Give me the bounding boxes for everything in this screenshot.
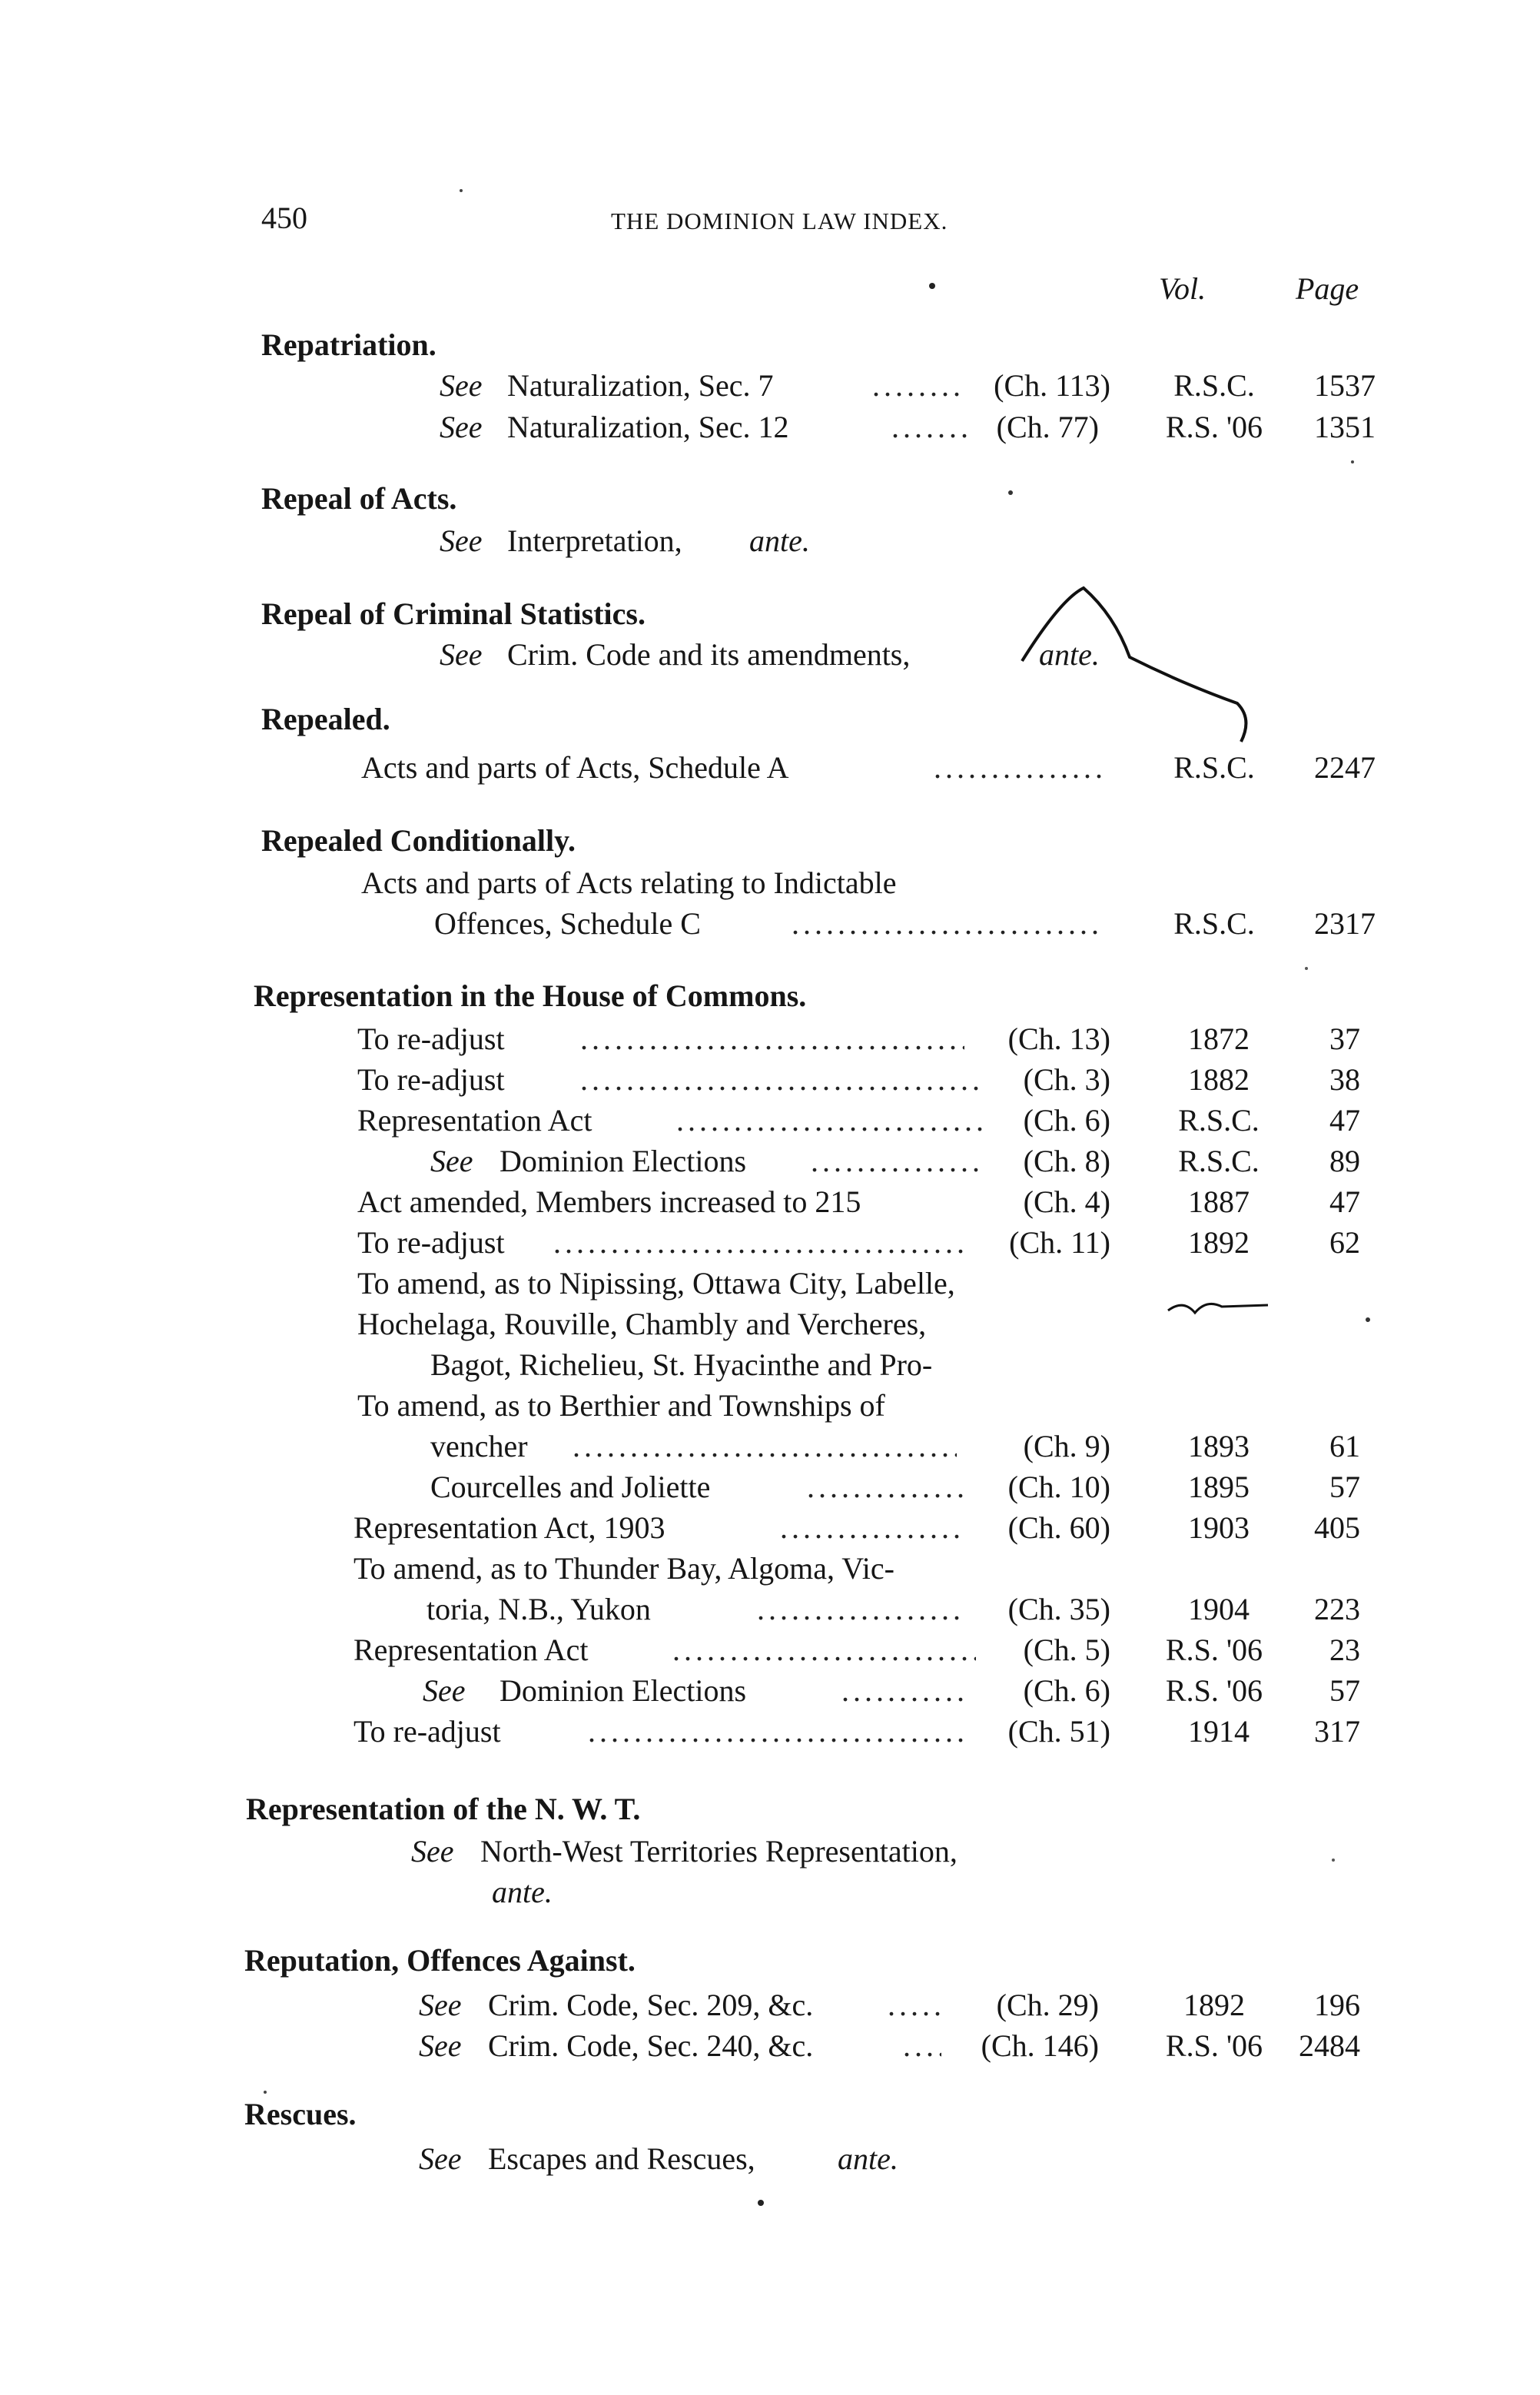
- volume: 1903: [1188, 1510, 1250, 1545]
- entry-text: vencher: [430, 1429, 528, 1463]
- column-heading-vol: Vol.: [1159, 271, 1206, 306]
- entry-text: Naturalization, Sec. 12: [507, 410, 789, 444]
- entry-text: Dominion Elections: [500, 1144, 747, 1178]
- chapter-ref: (Ch. 29): [996, 1988, 1099, 2022]
- volume: 1914: [1188, 1714, 1250, 1749]
- entry-text: Acts and parts of Acts, Schedule A: [361, 750, 789, 785]
- page-ref: 57: [1329, 1673, 1360, 1708]
- page-ref: 223: [1314, 1592, 1360, 1626]
- page-ref: 61: [1329, 1429, 1360, 1463]
- entry-text: Representation Act: [357, 1103, 592, 1138]
- chapter-ref: (Ch. 5): [1023, 1633, 1110, 1667]
- entry-text: Dominion Elections: [500, 1673, 747, 1708]
- volume: 1882: [1188, 1062, 1250, 1097]
- speck: [1351, 460, 1354, 463]
- see-label: See: [419, 1988, 462, 2022]
- see-label: See: [440, 523, 483, 558]
- chapter-ref: (Ch. 6): [1023, 1673, 1110, 1708]
- chapter-ref: (Ch. 146): [981, 2028, 1099, 2063]
- entry-text: To amend, as to Berthier and Townships of: [357, 1388, 885, 1423]
- chapter-ref: (Ch. 10): [1007, 1470, 1110, 1504]
- entry-text: Escapes and Rescues,: [488, 2141, 755, 2176]
- see-label: See: [440, 637, 483, 672]
- volume: R.S. '06: [1165, 2028, 1263, 2063]
- page-ref: 47: [1329, 1184, 1360, 1219]
- page-ref: 405: [1314, 1510, 1360, 1545]
- volume: R.S.C.: [1178, 1144, 1260, 1178]
- page-ref: 1537: [1314, 368, 1376, 403]
- volume: R.S. '06: [1165, 410, 1263, 444]
- chapter-ref: (Ch. 4): [1023, 1184, 1110, 1219]
- volume: R.S. '06: [1165, 1633, 1263, 1667]
- see-label: See: [440, 368, 483, 403]
- entry-text: Representation Act: [353, 1633, 589, 1667]
- entry-text: To amend, as to Nipissing, Ottawa City, Labelle,: [357, 1266, 955, 1300]
- volume: R.S.C.: [1178, 1103, 1260, 1138]
- entry-text: Acts and parts of Acts relating to Indictable: [361, 865, 897, 900]
- heading-repeal-of-acts: Repeal of Acts.: [261, 481, 457, 516]
- see-label: See: [419, 2141, 462, 2176]
- entry-text: North-West Territories Representation,: [480, 1834, 958, 1868]
- entry-text: Naturalization, Sec. 7: [507, 368, 774, 403]
- entry-text: To re-adjust: [357, 1062, 505, 1097]
- entry-text: Representation Act, 1903: [353, 1510, 665, 1545]
- heading-representation-commons: Representation in the House of Commons.: [254, 978, 807, 1013]
- heading-repatriation: Repatriation.: [261, 327, 436, 362]
- volume: 1904: [1188, 1592, 1250, 1626]
- page-ref: 196: [1314, 1988, 1360, 2022]
- heading-representation-nwt: Representation of the N. W. T.: [246, 1792, 641, 1826]
- speck: [1332, 1859, 1335, 1862]
- heading-repealed-conditionally: Repealed Conditionally.: [261, 823, 576, 858]
- see-label: See: [411, 1834, 454, 1868]
- entry-text: To amend, as to Thunder Bay, Algoma, Vic-: [353, 1551, 894, 1586]
- volume: 1892: [1183, 1988, 1245, 2022]
- page-number: 450: [261, 201, 307, 235]
- ante-label: ante.: [749, 523, 810, 558]
- see-label: See: [419, 2028, 462, 2063]
- volume: R.S.C.: [1173, 906, 1255, 941]
- speck: [1366, 1317, 1370, 1322]
- entry-text: To re-adjust: [353, 1714, 501, 1749]
- chapter-ref: (Ch. 8): [1023, 1144, 1110, 1178]
- pen-stroke: [1022, 588, 1246, 742]
- chapter-ref: (Ch. 13): [1007, 1021, 1110, 1056]
- ante-label: ante.: [838, 2141, 898, 2176]
- volume: 1872: [1188, 1021, 1250, 1056]
- heading-rescues: Rescues.: [244, 2097, 357, 2131]
- column-heading-page: Page: [1296, 271, 1359, 306]
- chapter-ref: (Ch. 60): [1007, 1510, 1110, 1545]
- chapter-ref: (Ch. 77): [996, 410, 1099, 444]
- page-ref: 38: [1329, 1062, 1360, 1097]
- speck: [1008, 490, 1013, 495]
- page-ref: 2317: [1314, 906, 1376, 941]
- running-title: THE DOMINION LAW INDEX.: [611, 208, 948, 234]
- speck: [460, 189, 463, 192]
- page-ref: 1351: [1314, 410, 1376, 444]
- volume: R.S.C.: [1173, 750, 1255, 785]
- chapter-ref: (Ch. 6): [1023, 1103, 1110, 1138]
- page-ref: 62: [1329, 1225, 1360, 1260]
- page-ref: 2484: [1299, 2028, 1360, 2063]
- speck: [758, 2200, 764, 2206]
- see-label: See: [440, 410, 483, 444]
- speck: [929, 283, 935, 289]
- ante-label: ante.: [492, 1875, 553, 1909]
- entry-text: Interpretation,: [507, 523, 682, 558]
- page-ref: 37: [1329, 1021, 1360, 1056]
- page-ref: 23: [1329, 1633, 1360, 1667]
- page-ref: 57: [1329, 1470, 1360, 1504]
- see-label: See: [423, 1673, 466, 1708]
- volume: 1895: [1188, 1470, 1250, 1504]
- entry-text: Crim. Code and its amendments,: [507, 637, 911, 672]
- chapter-ref: (Ch. 11): [1009, 1225, 1110, 1260]
- entry-text: toria, N.B., Yukon: [426, 1592, 651, 1626]
- page-ref: 317: [1314, 1714, 1360, 1749]
- page-ref: 2247: [1314, 750, 1376, 785]
- entry-text: Offences, Schedule C: [434, 906, 701, 941]
- page-ref: 89: [1329, 1144, 1360, 1178]
- heading-repealed: Repealed.: [261, 702, 390, 736]
- entry-text: Act amended, Members increased to 215: [357, 1184, 861, 1219]
- see-label: See: [430, 1144, 473, 1178]
- entry-text: To re-adjust: [357, 1225, 505, 1260]
- heading-repeal-criminal-statistics: Repeal of Criminal Statistics.: [261, 596, 646, 631]
- chapter-ref: (Ch. 51): [1007, 1714, 1110, 1749]
- entry-text: Bagot, Richelieu, St. Hyacinthe and Pro-: [430, 1347, 933, 1382]
- chapter-ref: (Ch. 113): [994, 368, 1110, 403]
- chapter-ref: (Ch. 9): [1023, 1429, 1110, 1463]
- entry-text: To re-adjust: [357, 1021, 505, 1056]
- entry-text: Hochelaga, Rouville, Chambly and Vercheres,: [357, 1307, 927, 1341]
- volume: 1887: [1188, 1184, 1250, 1219]
- entry-text: Crim. Code, Sec. 209, &c.: [488, 1988, 814, 2022]
- chapter-ref: (Ch. 35): [1007, 1592, 1110, 1626]
- volume: 1892: [1188, 1225, 1250, 1260]
- volume: 1893: [1188, 1429, 1250, 1463]
- speck: [264, 2091, 267, 2094]
- volume: R.S. '06: [1165, 1673, 1263, 1708]
- ante-label: ante.: [1039, 637, 1100, 672]
- entry-text: Courcelles and Joliette: [430, 1470, 711, 1504]
- entry-text: Crim. Code, Sec. 240, &c.: [488, 2028, 814, 2063]
- chapter-ref: (Ch. 3): [1023, 1062, 1110, 1097]
- volume: R.S.C.: [1173, 368, 1255, 403]
- page-ref: 47: [1329, 1103, 1360, 1138]
- speck: [1305, 967, 1308, 970]
- heading-reputation-offences: Reputation, Offences Against.: [244, 1943, 636, 1978]
- pen-squiggle: [1168, 1304, 1268, 1313]
